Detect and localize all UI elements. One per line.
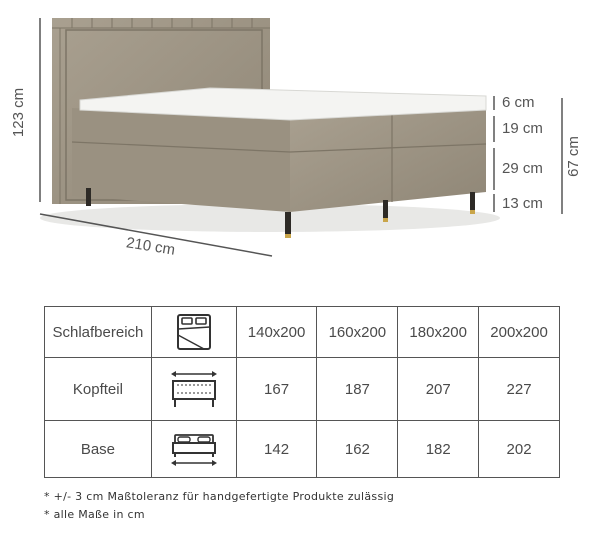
mattress-label: 19 cm [502,120,543,137]
size-header-2: 180x200 [398,307,479,358]
header-label: Schlafbereich [45,307,152,358]
height-box-label: 67 cm [564,136,582,177]
kopfteil-value-2: 207 [398,358,479,421]
box-spring-side [72,108,290,212]
size-table [44,306,560,478]
kopfteil-value-1: 187 [317,358,398,421]
row-label-base: Base [45,421,152,478]
size-header-0: 140x200 [236,307,317,358]
row-label-kopfteil: Kopfteil [45,358,152,421]
size-header-3: 200x200 [479,307,560,358]
table-row [45,358,560,421]
headboard-width-icon [167,369,221,409]
box-spring-front [290,108,486,212]
kopfteil-value-0: 167 [236,358,317,421]
footnote-tolerance: * +/- 3 cm Maßtoleranz für handgefertigte Produkte zulässig [44,490,395,503]
footnote-units: * alle Maße in cm [44,508,145,521]
size-header-1: 160x200 [317,307,398,358]
base-value-3: 202 [479,421,560,478]
table-header-row [45,307,560,358]
bed-icon-cell [151,421,236,478]
bed-top-icon-cell [151,307,236,358]
base-value-2: 182 [398,421,479,478]
legs-label: 13 cm [502,195,543,212]
table-row [45,421,560,478]
base-value-0: 142 [236,421,317,478]
bed-top-view-icon [174,313,214,351]
base-value-1: 162 [317,421,398,478]
length-label: 210 cm [124,234,177,259]
headboard-icon-cell [151,358,236,421]
height-total-label: 123 cm [10,87,28,138]
box-label: 29 cm [502,160,543,177]
bed-width-icon [167,429,221,469]
topper-label: 6 cm [502,94,535,111]
kopfteil-value-3: 227 [479,358,560,421]
